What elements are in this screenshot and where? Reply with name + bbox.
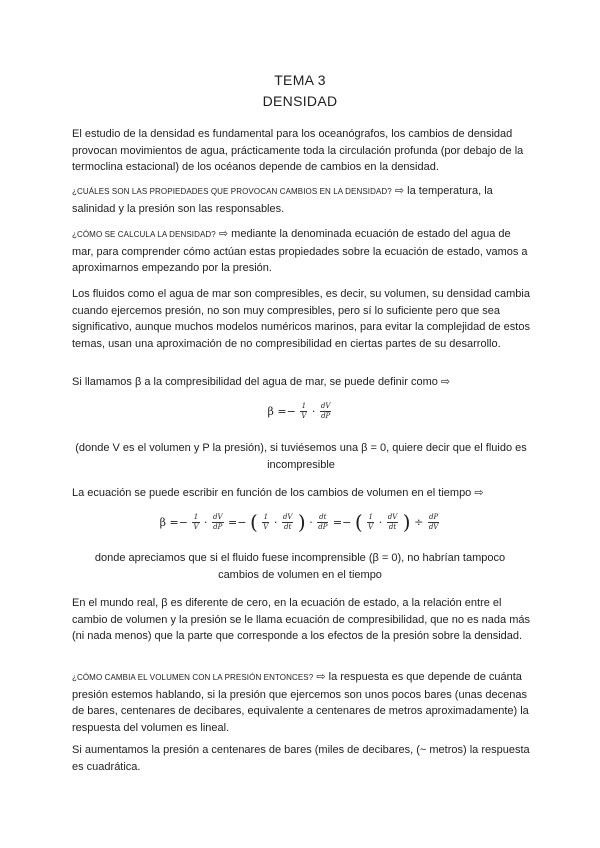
question-2-label: ¿CÓMO SE CALCULA LA DENSIDAD? [72,230,216,239]
eq2-rparen-1: ) [297,510,306,534]
eq2-rparen-2: ) [402,510,411,534]
question-3-answer: ⇨ la respuesta es que depende de cuánta presión estemos hablando, si la presión que ejercemos son unos pocos bares (unas decenas de bares, centenares de decibares, equivalente a centenares de metros aproximadamente) la respuesta del volumen es lineal. [72,671,529,734]
time-equation [0,512,600,532]
eq2-frac-1-over-v-c: $\frac{1}{V}$ [368,512,374,531]
eq2-divide: ÷ [414,515,424,529]
title-line-2: DENSIDAD [262,93,338,109]
eq1-frac-dv-dp: $\frac{dV}{dP}$ [320,402,331,420]
question-3-paragraph [72,669,530,736]
eq2-dot-4: · [378,515,383,529]
question-2-paragraph [72,226,530,277]
eq2-frac-dv-dt: $\frac{dV}{dt}$ [282,512,293,531]
eq2-equals-1: =− [169,515,188,529]
eq2-frac-dp-dv: $\frac{dP}{dV}$ [428,512,439,531]
eq2-frac-1-over-v-b: $\frac{1}{V}$ [263,512,269,531]
eq2-equals-3: =− [332,515,352,529]
eq2-lparen-2: ( [354,510,363,534]
eq1-dot: · [311,405,316,418]
question-1-answer: ⇨ la temperatura, la salinidad y la presión son las responsables. [72,185,493,215]
intro-paragraph: El estudio de la densidad es fundamental para los oceanógrafos, los cambios de densidad provocan movimientos de agua, prácticamente toda la circulación profunda (por debajo de la termoclina estacional) de los océanos depende de cambios en la densidad. [72,128,524,173]
eq1-beta: β [267,405,274,418]
real-world-paragraph: En el mundo real, β es diferente de cero, en la ecuación de estado, a la relación entre el cambio de volumen y la presión se le llama ecuación de compresibilidad, que no es nada más (ni nada menos) que la parte que corresponde a los efectos de la presión sobre la densidad. [72,597,530,642]
hundreds-paragraph: Si aumentamos la presión a centenares de bares (miles de decibares, (~ metros) la respuesta es cuadrática. [72,744,530,773]
question-2-answer: ⇨ mediante la denominada ecuación de estado del agua de mar, para comprender cómo actúan estas propiedades sobre la ecuación de estado, vamos a aproximarnos empezando por la presión. [72,228,528,274]
eq2-dot-1: · [204,515,208,529]
question-1-paragraph [72,183,530,217]
eq2-dot-3: · [309,515,313,529]
eq2-frac-dv-dt-b: $\frac{dV}{dt}$ [387,512,398,531]
fluids-paragraph: Los fluidos como el agua de mar son compresibles, es decir, su volumen, su densidad cambia cuando ejercemos presión, no son muy compresibles, pero sí lo suficiente pero que sea significativo, aunque muchos modelos numéricos marinos, para evitar la complejidad de estos temas, usan una aproximación de no compresibilidad en ciertas partes de su desarrollo. [72,288,530,350]
question-1-label: ¿CUÁLES SON LAS PROPIEDADES QUE PROVOCAN CAMBIOS EN LA DENSIDAD? [72,187,392,196]
eq2-lparen-1: ( [249,510,258,534]
time-equation-intro: La ecuación se puede escribir en función de los cambios de volumen en el tiempo ⇨ [72,487,484,499]
eq2-beta: β [159,515,166,529]
beta-note-paragraph: (donde V es el volumen y P la presión), si tuviésemos una β = 0, quiere decir que el fluido es incompresible [75,442,527,471]
eq2-frac-dt-dp: $\frac{dt}{dP}$ [318,512,328,531]
eq2-frac-1-over-v-a: $\frac{1}{V}$ [193,512,199,531]
eq2-dot-2: · [273,515,278,529]
question-3-label: ¿CÓMO CAMBIA EL VOLUMEN CON LA PRESIÓN ENTONCES? [72,673,314,682]
time-note-paragraph: donde apreciamos que si el fluido fuese incomprensible (β = 0), no habrían tampoco cambios de volumen en el tiempo [94,552,506,581]
eq2-equals-2: =− [228,515,247,529]
eq1-equals: =− [277,405,296,418]
eq1-frac-1-over-v: $\frac{1}{V}$ [301,402,307,420]
eq2-frac-dv-dp-a: $\frac{dV}{dP}$ [213,512,223,531]
beta-definition-paragraph: Si llamamos β a la compresibilidad del agua de mar, se puede definir como ⇨ [72,376,451,388]
title-line-1: TEMA 3 [274,72,326,88]
compressibility-equation [0,402,600,421]
